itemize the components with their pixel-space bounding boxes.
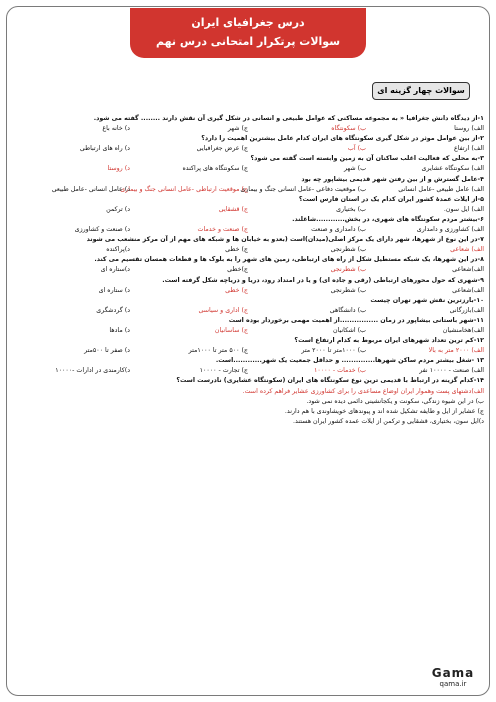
question-options [12, 346, 484, 356]
option-3: ج)خطی [227, 266, 248, 274]
option-2: ب) شطرنجی [330, 286, 366, 294]
option-4: د) روستا [107, 165, 130, 173]
option-3: ج) سکونتگاه های پراکنده [182, 165, 248, 173]
option-4: د) ترکمن [106, 205, 130, 213]
question-text: ۳-به محلی که فعالیت اغلب ساکنان آن به زمین وابسته است گفته می شود؟ [250, 155, 484, 163]
option-4: د) خانه باغ [102, 125, 130, 133]
question-options [12, 144, 484, 154]
option-2: ب) شهر [343, 165, 366, 173]
option-1: الف) ۲۰۰۰ متر به بالا [428, 347, 484, 355]
question-options [12, 306, 484, 316]
question-options [12, 225, 484, 235]
option-1: الف) ارتفاع [453, 145, 484, 153]
option-4: د)ستاره ای [100, 266, 130, 274]
question-text: ۵-از ایلات عمدهٔ کشور ایران کدام یک در استان فارس است؟ [298, 195, 484, 203]
option-1: الف) روستا [454, 125, 484, 133]
header-banner [130, 8, 366, 58]
option-2: ب) دامداری و صنعت [311, 226, 366, 234]
option-1: الف)شعاعی [452, 286, 484, 294]
option-1: الف) عامل طبیعی -عامل انسانی [398, 185, 484, 193]
question-text: ۶-بیشتر مردم سکونتگاه های شهری، در بخش............شاغلند. [292, 215, 484, 223]
option-4: د) ستاره ای [98, 286, 130, 294]
logo-brand: Gama [431, 666, 475, 680]
option-1: الف) شعاعی [450, 246, 484, 254]
question-options [12, 205, 484, 215]
option-line-2: ب) در این شیوه زندگی، سکونت و یکجانشینی دائمی دیده نمی شود. [306, 397, 484, 405]
question-text: ۲-از بین عوامل موثر در شکل گیری سکونتگاه های ایران کدام عامل بیشترین اهمیت را دارد؟ [201, 135, 484, 143]
question-text: ۱۱-شهر باستانی بیشاپور در زمان ................از اهمیت مهمی برخوردار بوده است [228, 316, 484, 324]
option-line-3: ج) عشایر از ایل و طایفه تشکیل شده اند و پیوندهای خویشاوندی با هم دارند. [284, 407, 484, 415]
option-3: ج) تجارت - ۱۰۰۰۰ [199, 367, 248, 375]
option-line-4: د)ایل سون، بختیاری، قشقایی و ترکمن از ایلات عمده کشور ایران هستند. [293, 417, 484, 425]
option-2: ب) شطرنجی [330, 246, 366, 254]
option-2: ب) خدمات - ۱۰۰۰۰ [313, 367, 366, 375]
question-options [12, 124, 484, 134]
question-text: ۱۴-کدام گزینه در ارتباط با قدیمی ترین نوع سکونتگاه های ایران (سکونتگاه عشایری) نادرست است؟ [176, 377, 484, 385]
question-text: ۷-در این نوع از شهرها، شهر دارای یک مرکز اصلی(میدان)است (بعدو به خیابان ها و شبکه های مهم از آن مرکز منشعب می شوند [86, 236, 484, 244]
option-1: الف) صنعت - ۱۰۰۰۰ نفر [419, 367, 484, 375]
option-1: الف)هخامنشیان [442, 326, 484, 334]
option-1: الف)بازرگانی [449, 306, 484, 314]
option-4: د) صفر تا ۵۰۰متر [84, 347, 130, 355]
option-2: ب) موقعیت دفاعی -عامل انسانی جنگ و بیماری [240, 185, 366, 193]
section-title: سوالات چهار گزینه ای [372, 82, 470, 100]
question-text: ۱۲-کم ترین تعداد شهرهای ایران مربوط به کدام ارتفاع است؟ [294, 337, 484, 345]
option-3: ج) خطی [225, 246, 248, 254]
option-1: الف) سکونتگاه عشایری [421, 165, 484, 173]
option-1: الف)شعاعی [452, 266, 484, 274]
question-options [12, 245, 484, 255]
question-text: ۴-عامل گسترش و از بین رفتن شهر قدیمی بیشاپور چه بود [301, 175, 484, 183]
option-2: ب) بختیاری [336, 205, 366, 213]
gama-logo [418, 666, 488, 696]
option-3: ج) ساسانیان [214, 326, 248, 334]
logo-site: qama.ir [439, 680, 467, 688]
option-3: ج) عرض جغرافیایی [196, 145, 248, 153]
option-2: ب) دانشگاهی [329, 306, 366, 314]
option-4: د) گردشگری [96, 306, 130, 314]
option-4: د) صنعت و کشاورزی [74, 226, 130, 234]
option-2: ب) اشکانیان [332, 326, 366, 334]
option-4: د)کارمندی در ادارات -۱۰۰۰۰ [55, 367, 130, 375]
header-subtitle: سوالات پرتکرار امتحانی درس نهم [155, 35, 341, 48]
option-2: ب) آب [347, 145, 366, 153]
question-options [12, 286, 484, 296]
option-3: ج) شهر [227, 125, 248, 133]
option-2: ب) سکونتگاه [331, 125, 366, 133]
option-3: ج) اداری و سیاسی [198, 306, 248, 314]
option-4: د) عامل انسانی -عامل طبیعی [51, 185, 130, 193]
question-text: ۱-از دیدگاه دانش جغرافیا « به مجموعه مساکنی که عوامل طبیعی و انسانی در شکل گیری آن نقش دارند ........ گفته می شود. [93, 115, 484, 122]
option-4: د) مادها [109, 326, 130, 334]
question-text: ۱۳ -شغل بیشتر مردم ساکن شهرها.............. و حداقل جمعیت یک شهر............است. [215, 357, 484, 365]
option-2: ب) ۱۰۰۰متر تا ۲۰۰۰ متر [301, 347, 366, 355]
option-3: ج) ۵۰۰ متر تا ۱۰۰۰متر [188, 347, 248, 355]
question-options [12, 164, 484, 174]
option-3: ج) صنعت و خدمات [197, 226, 248, 234]
option-1: الف) ایل سون. [443, 205, 484, 213]
question-options [12, 185, 484, 195]
option-line-1: الف)دشتهای پست وهموار ایران اوضاع مساعدی را برای کشاورزی عشایر فراهم کرده است. [242, 387, 484, 395]
question-text: ۹-شهری که حول محورهای ارتباطی (رقی و جاده ای) و یا در امتداد رود، دریا و دریاچه شکل گرفته است. [162, 276, 484, 284]
option-4: د)پراکنده [106, 246, 130, 254]
question-options [12, 326, 484, 336]
question-options [12, 265, 484, 275]
option-1: الف) کشاورزی و دامداری [416, 226, 484, 234]
option-3: ج) قشقایی [218, 205, 248, 213]
question-text: ۱۰-بارزترین نقش شهر تهران چیست [370, 296, 484, 304]
question-text: ۸-در این شهرها، یک شبکه مستطیل شکل از راه های ارتباطی، زمین های شهر را به بلوک ها و قطعات همسان تقسیم می کند. [94, 256, 484, 264]
option-3: ج) خطی [225, 286, 248, 294]
option-4: د) راه های ارتباطی [79, 145, 130, 153]
question-options [12, 366, 484, 376]
questions-list [12, 114, 484, 427]
header-title: درس جغرافیای ایران [191, 16, 305, 29]
option-3: ج) موقعیت ارتباطی -عامل انسانی جنگ و بیماری [120, 185, 248, 193]
option-2: ب) شطرنجی [330, 266, 366, 274]
